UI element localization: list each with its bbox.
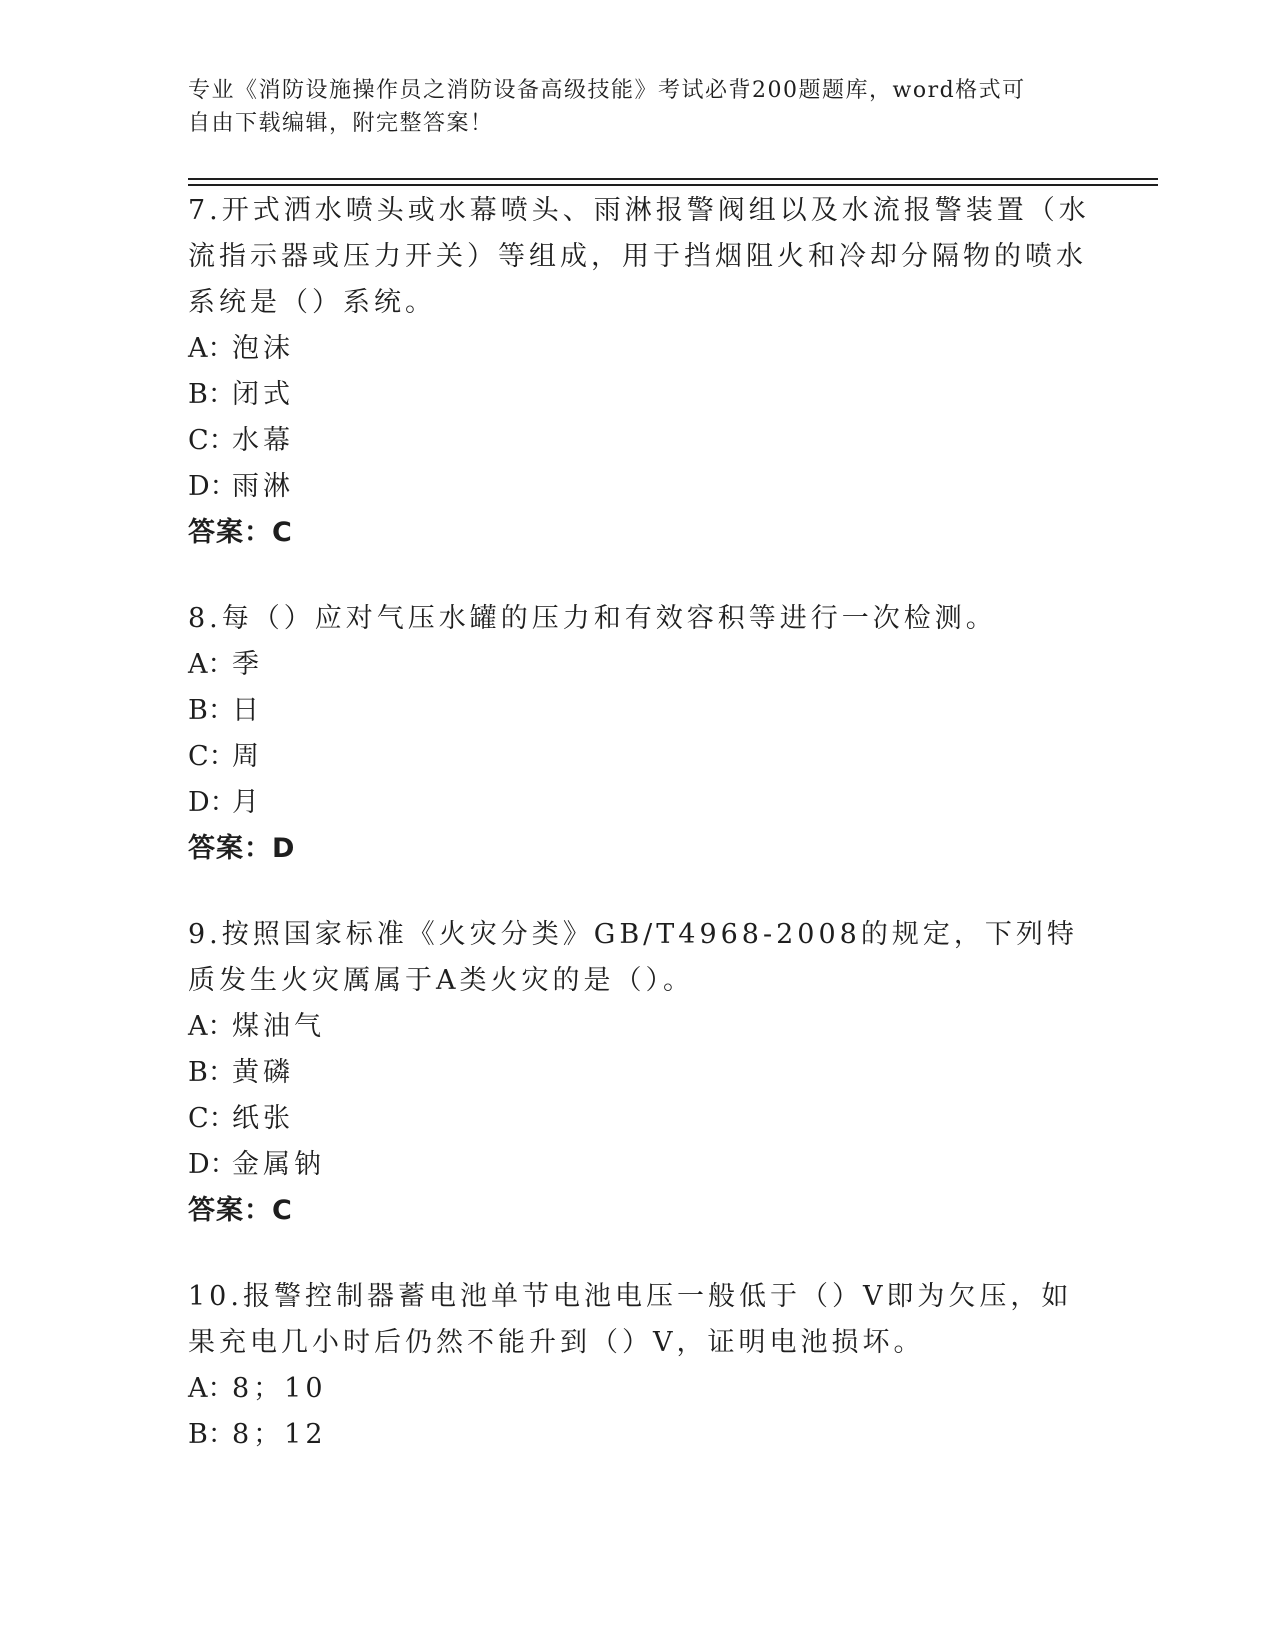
option-a xyxy=(188,326,1098,372)
option-text: 8；10 xyxy=(232,1373,327,1404)
question-stem: 8.每（）应对气压水罐的压力和有效容积等进行一次检测。 xyxy=(188,603,997,634)
question-stem: 9.按照国家标准《火灾分类》GB/T4968-2008的规定，下列特质发生火灾厲属于A类火灾的是（）。 xyxy=(188,919,1078,996)
question-10 xyxy=(188,1274,1098,1458)
question-8 xyxy=(188,596,1098,872)
option-text: 水幕 xyxy=(232,425,294,456)
question-9 xyxy=(188,912,1098,1234)
question-7 xyxy=(188,188,1098,556)
question-stem: 7.开式洒水喷头或水幕喷头、雨淋报警阀组以及水流报警装置（水流指示器或压力开关）等组成，用于挡烟阻火和冷却分隔物的喷水系统是（）系统。 xyxy=(188,195,1090,318)
option-letter: A： xyxy=(188,333,235,364)
option-text: 泡沫 xyxy=(232,333,294,364)
option-letter: B： xyxy=(188,1057,235,1088)
option-letter: D： xyxy=(188,1149,237,1180)
option-b xyxy=(188,1412,1098,1458)
option-d xyxy=(188,1142,1098,1188)
option-text: 煤油气 xyxy=(232,1011,325,1042)
option-b xyxy=(188,688,1098,734)
option-d xyxy=(188,780,1098,826)
option-text: 黄磷 xyxy=(232,1057,294,1088)
option-b xyxy=(188,1050,1098,1096)
question-stem: 10.报警控制器蓄电池单节电池电压一般低于（）V即为欠压，如果充电几小时后仍然不能升到（）V，证明电池损坏。 xyxy=(188,1281,1073,1358)
option-a xyxy=(188,642,1098,688)
question-list xyxy=(188,188,1098,1498)
answer-line: 答案：D xyxy=(188,833,296,864)
option-letter: A： xyxy=(188,1373,235,1404)
option-letter: A： xyxy=(188,1011,235,1042)
option-letter: C： xyxy=(188,425,236,456)
option-text: 金属钠 xyxy=(232,1149,325,1180)
document-header xyxy=(188,74,1088,140)
option-letter: A： xyxy=(188,649,235,680)
option-letter: C： xyxy=(188,1103,236,1134)
option-letter: C： xyxy=(188,741,236,772)
option-text: 季 xyxy=(232,649,263,680)
option-letter: B： xyxy=(188,1419,235,1450)
option-letter: D： xyxy=(188,787,237,818)
option-c xyxy=(188,418,1098,464)
option-letter: B： xyxy=(188,695,235,726)
option-text: 闭式 xyxy=(232,379,294,410)
option-text: 月 xyxy=(232,787,263,818)
answer-line: 答案：C xyxy=(188,1195,293,1226)
option-c xyxy=(188,1096,1098,1142)
option-a xyxy=(188,1366,1098,1412)
option-b xyxy=(188,372,1098,418)
header-line-2: 自由下载编辑，附完整答案！ xyxy=(188,111,494,136)
option-text: 周 xyxy=(232,741,263,772)
header-divider-top xyxy=(188,178,1158,180)
option-c xyxy=(188,734,1098,780)
header-divider-bottom xyxy=(188,184,1158,186)
option-letter: D： xyxy=(188,471,237,502)
option-a xyxy=(188,1004,1098,1050)
option-letter: B： xyxy=(188,379,235,410)
option-text: 雨淋 xyxy=(232,471,294,502)
header-line-1: 专业《消防设施操作员之消防设备高级技能》考试必背200题题库，word格式可 xyxy=(188,78,1026,103)
answer-line: 答案：C xyxy=(188,517,293,548)
option-text: 日 xyxy=(232,695,263,726)
option-text: 8；12 xyxy=(232,1419,327,1450)
option-d xyxy=(188,464,1098,510)
option-text: 纸张 xyxy=(232,1103,294,1134)
